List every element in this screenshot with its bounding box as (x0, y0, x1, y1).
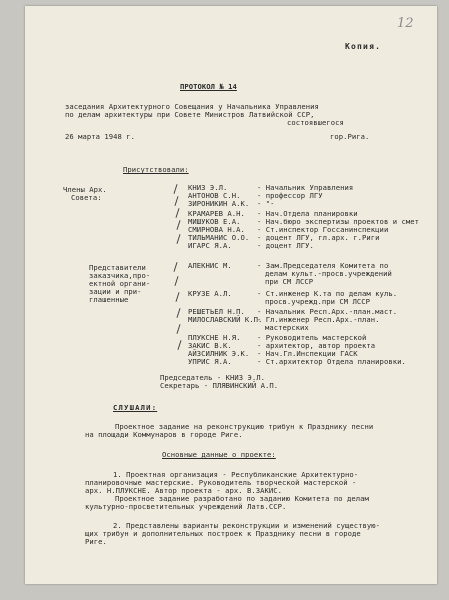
council-member-role: - доцент ЛГУ. (257, 241, 314, 250)
bracket-mark (175, 292, 179, 302)
rep-role: - Зам.Председателя Комитета по (257, 261, 389, 270)
rep-role: делам культ.-просв.учреждений (265, 269, 392, 278)
protocol-title: ПРОТОКОЛ № 14 (180, 82, 237, 91)
heard-text: на площади Коммунаров в городе Риге. (85, 430, 243, 439)
council-label: Совета: (71, 193, 102, 202)
rep-role: - Ст.архитектор Отдела планировки. (257, 357, 406, 366)
paragraph-line: Проектное задание разработано по заданию Комитета по делам (115, 494, 369, 503)
reps-label: ектной органи- (89, 279, 151, 288)
document-page (25, 6, 437, 584)
council-member-name: ТИЛЬМАНИС О.О. (188, 233, 250, 242)
council-member-name: КРАМАРЕВ А.Н. (188, 209, 245, 218)
council-member-name: КНИЗ Э.Л. (188, 183, 228, 192)
rep-role: - Начальник Респ.Арх.-план.маст. (257, 307, 398, 316)
paragraph-line: арх. Н.ПЛУКСНЕ. Автор проекта - арх. В.ЗАКИС. (85, 486, 282, 495)
copy-label: Копия. (345, 42, 382, 51)
rep-name: КРУЗЕ А.Л. (188, 289, 232, 298)
rep-name: УПРИС Я.А. (188, 357, 232, 366)
basis-label: Основные данные о проекте: (162, 450, 276, 459)
reps-label: заказчика,про- (89, 271, 151, 280)
rep-name: РЕШЕТЬЕЛ Н.П. (188, 307, 245, 316)
council-member-role: - профессор ЛГУ (257, 191, 323, 200)
paragraph-line: культурно-просветительных учреждений Латв.ССР. (85, 502, 287, 511)
council-member-role: - доцент ЛГУ, гл.арх. г.Риги (257, 233, 380, 242)
rep-role: при СМ ЛССР (265, 277, 314, 286)
rep-role: - Гл.инженер Респ.Арх.-план. (257, 315, 380, 324)
heading-line: по делам архитектуры при Совете Министров Латвийской ССР, (65, 110, 315, 119)
rep-role: просв.учрежд.при СМ ЛССР (265, 297, 371, 306)
council-member-name: ИГАРС Я.А. (188, 241, 232, 250)
meeting-place: гор.Рига. (330, 132, 370, 141)
council-label: Члены Арх. (63, 185, 107, 194)
bracket-mark (177, 340, 181, 350)
council-member-name: АНТОНОВ С.Н. (188, 191, 241, 200)
bracket-mark (176, 308, 180, 318)
heading-line: состоявшегося (287, 118, 344, 127)
rep-name: АЙЗСИЛНИК Э.К. (188, 349, 250, 358)
council-member-role: - Нач.бюро экспертизы проектов и смет (257, 217, 419, 226)
bracket-mark (175, 208, 179, 218)
council-member-name: ЗИРОНИКИН А.К. (188, 199, 250, 208)
heading-line: заседания Архитектурного Совещания у Начальника Управления (65, 102, 319, 111)
council-member-role: - "- (257, 199, 275, 208)
present-label: Присутствовали: (123, 165, 189, 174)
rep-role: - Нач.Гл.Инспекции ГАСК (257, 349, 358, 358)
rep-role: - архитектор, автор проекта (257, 341, 376, 350)
rep-name: МИЛОСЛАВСКИЙ К.П. (188, 315, 263, 324)
page-number: 12 (397, 16, 414, 31)
rep-name: ПЛУКСНЕ Н.Я. (188, 333, 241, 342)
council-member-role: - Начальник Управления (257, 183, 354, 192)
heard-text: Проектное задание на реконструкцию трибун к Празднику песни (115, 422, 374, 431)
bracket-mark (173, 262, 177, 272)
meeting-date: 26 марта 1948 г. (65, 132, 136, 141)
bracket-mark (176, 324, 180, 334)
chairman: Председатель - КНИЗ Э.Л. (160, 373, 266, 382)
reps-label: зации и при- (89, 287, 142, 296)
paragraph-line: щих трибун и дополнительных построек к Празднику песни в городе (85, 529, 361, 538)
secretary: Секретарь - ПЛЯВИНСКИЙ А.П. (160, 381, 279, 390)
paragraph-line: 1. Проектная организация - Республиканские Архитектурно- (113, 470, 359, 479)
paragraph-line: планировочные мастерские. Руководитель творческой мастерской - (85, 478, 357, 487)
bracket-mark (174, 196, 178, 206)
paragraph-line: 2. Представлены варианты реконструкции и изменений существую- (113, 521, 381, 530)
council-member-name: МИШУКОВ Е.А. (188, 217, 241, 226)
heard-label: СЛУШАЛИ: (113, 403, 158, 412)
council-member-name: СМИРНОВА Н.А. (188, 225, 245, 234)
bracket-mark (174, 276, 178, 286)
paragraph-line: Риге. (85, 537, 107, 546)
rep-name: АЛЕКНИС М. (188, 261, 232, 270)
rep-role: - Ст.инженер К.та по делам куль. (257, 289, 398, 298)
reps-label: глашенные (89, 295, 129, 304)
reps-label: Представители (89, 263, 146, 272)
rep-name: ЗАКИС В.К. (188, 341, 232, 350)
rep-role: мастерских (265, 323, 309, 332)
bracket-mark (176, 234, 180, 244)
bracket-mark (176, 220, 180, 230)
council-member-role: - Нач.Отдела планировки (257, 209, 358, 218)
council-member-role: - Ст.инспектор Госсанинспекции (257, 225, 389, 234)
rep-role: - Руководитель мастерской (257, 333, 367, 342)
bracket-mark (173, 184, 177, 194)
